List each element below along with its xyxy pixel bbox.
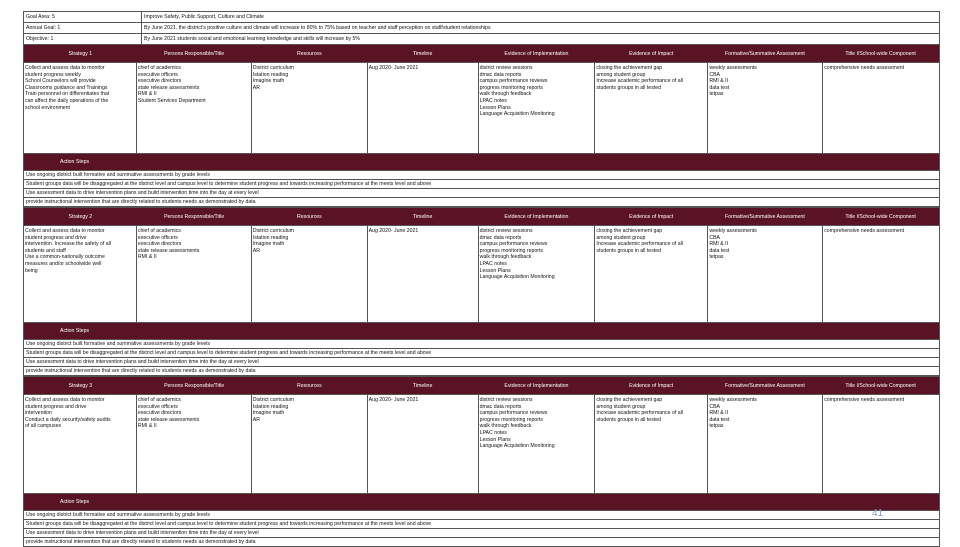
- evidence-impact-cell: [595, 226, 708, 322]
- goal-area-row: [23, 11, 940, 22]
- titlei-cell: [823, 395, 939, 493]
- cell-line: campus performance reviews: [479, 241, 548, 248]
- cell-line: AR: [252, 84, 260, 91]
- cell-line: executive directors: [137, 78, 182, 85]
- evidence-impact-cell: [595, 63, 708, 153]
- cell-line: walk through feedback: [479, 91, 532, 98]
- cell-line: Language Acquisition Monitoring: [479, 274, 555, 281]
- cell-line: students groups in all tested: [596, 247, 662, 254]
- column-header: Timeline: [412, 50, 433, 57]
- cell-line: Collect and assess data to monitor: [25, 397, 105, 403]
- column-header: Evidence of Implementation: [504, 382, 569, 389]
- cell-line: LPAC notes: [479, 429, 507, 436]
- cell-line: comprehensive needs assessment: [824, 65, 905, 71]
- cell-line: district review sessions: [479, 228, 533, 234]
- action-steps-header: Action Steps: [23, 153, 940, 170]
- cell-line: Collect and assess data to monitor: [25, 65, 105, 71]
- column-header: Persons Responsible/Title: [164, 50, 225, 57]
- cell-line: progress monitoring reports: [479, 247, 544, 254]
- cell-line: students groups in all tested: [596, 416, 662, 423]
- cell-line: Language Acquisition Monitoring: [479, 443, 555, 450]
- column-header: Persons Responsible/Title: [164, 213, 225, 220]
- cell-line: dmac data reports: [479, 234, 522, 241]
- cell-line: RMI & II: [137, 91, 157, 98]
- cell-line: weekly assessments: [709, 65, 757, 71]
- cell-line: Use a common-nationally outcome: [25, 254, 105, 261]
- cell-line: Train personnel on differentiates that: [25, 91, 110, 98]
- cell-line: Aug 2020- June 2021: [368, 397, 419, 403]
- cell-line: Increase academic performance of all: [596, 410, 683, 417]
- cell-line: progress monitoring reports: [479, 416, 544, 423]
- column-header: Title I/School-wide Component: [845, 213, 916, 220]
- cell-line: RMI & II: [709, 78, 729, 85]
- cell-line: being: [25, 267, 38, 274]
- cell-line: state release assessments: [137, 247, 200, 254]
- cell-line: Aug 2020- June 2021: [368, 228, 419, 234]
- goal-area-value: Improve Safety, Public Support, Culture and Climate: [144, 14, 264, 20]
- action-step: Use assessment data to drive intervention plans and build intervention time into the day at every level: [23, 189, 940, 198]
- cell-line: students groups in all tested: [596, 84, 662, 91]
- cell-line: intervention. Increase the safety of all: [25, 241, 111, 248]
- timeline-cell: [368, 226, 479, 322]
- strategy-blocks: [23, 44, 940, 547]
- cell-line: executive officers: [137, 71, 178, 78]
- cell-line: among student group: [596, 403, 646, 410]
- cell-line: RMI & II: [709, 410, 729, 417]
- cell-line: tetpas: [709, 254, 724, 261]
- assessment-cell: [708, 226, 823, 322]
- column-header: Evidence of Impact: [629, 50, 674, 57]
- cell-line: executive directors: [137, 241, 182, 248]
- cell-line: chief of academics: [137, 397, 181, 403]
- cell-line: weekly assessments: [709, 228, 757, 234]
- column-header: Title I/School-wide Component: [845, 382, 916, 389]
- strategy-body-row: [23, 394, 940, 493]
- cell-line: LPAC notes: [479, 260, 507, 267]
- cell-line: chief of academics: [137, 65, 181, 71]
- persons-cell: [137, 63, 252, 153]
- cell-line: Imagine math: [252, 78, 285, 85]
- cell-line: comprehensive needs assessment: [824, 228, 905, 234]
- action-step: Use ongoing district built formative and summative assessments by grade levels: [23, 170, 940, 180]
- assessment-cell: [708, 63, 823, 153]
- strategy-cell: [24, 63, 137, 153]
- cell-line: Student Services Department: [137, 97, 206, 104]
- column-header: Evidence of Impact: [629, 382, 674, 389]
- action-step: provide instructional intervention that are directly related to students needs as demonstrated by data: [23, 367, 940, 376]
- cell-line: state release assessments: [137, 416, 200, 423]
- action-step: provide instructional intervention that are directly related to students needs as demonstrated by data: [23, 538, 940, 547]
- cell-line: Collect and assess data to monitor: [25, 228, 105, 234]
- cell-line: walk through feedback: [479, 423, 532, 430]
- objective-label: Objective: 1: [24, 34, 142, 44]
- cell-line: dmac data reports: [479, 403, 522, 410]
- strategy-cell: [24, 395, 137, 493]
- persons-cell: [137, 226, 252, 322]
- column-header: Strategy 1: [68, 50, 93, 57]
- action-steps-header: Action Steps: [23, 322, 940, 339]
- cell-line: closing the achievement gap: [596, 65, 663, 71]
- cell-line: Aug 2020- June 2021: [368, 65, 419, 71]
- cell-line: School Counselors will provide: [25, 78, 96, 85]
- titlei-cell: [823, 63, 939, 153]
- column-header: Formative/Summative Assessment: [724, 50, 805, 57]
- cell-line: chief of academics: [137, 228, 181, 234]
- annual-goal-value: By June 2021, the district's positive culture and climate will increase to 80% to 75% based on teacher and staff perception on staff/student relationships: [144, 25, 491, 31]
- cell-line: Increase academic performance of all: [596, 241, 683, 248]
- action-step: Student groups data will be disaggregated at the district level and campus level to determine student progress and towards increasing performance at the meets level and above: [23, 520, 940, 529]
- objective-row: [23, 33, 940, 44]
- cell-line: Istation reading: [252, 403, 289, 410]
- cell-line: dmac data reports: [479, 71, 522, 78]
- evidence-impact-cell: [595, 395, 708, 493]
- action-step: Use assessment data to drive intervention plans and build intervention time into the day at every level: [23, 358, 940, 367]
- page-number: 41: [872, 508, 884, 519]
- column-header: Formative/Summative Assessment: [724, 213, 805, 220]
- cell-line: campus performance reviews: [479, 78, 548, 85]
- column-header: Strategy 2: [68, 213, 93, 220]
- cell-line: Increase academic performance of all: [596, 78, 683, 85]
- cell-line: closing the achievement gap: [596, 228, 663, 234]
- cell-line: data test: [709, 416, 730, 423]
- cell-line: state release assessments: [137, 84, 200, 91]
- cell-line: district review sessions: [479, 397, 533, 403]
- cell-line: district review sessions: [479, 65, 533, 71]
- cell-line: Imagine math: [252, 241, 285, 248]
- cell-line: District curriculum: [252, 397, 294, 403]
- cell-line: AR: [252, 416, 260, 423]
- cell-line: Istation reading: [252, 234, 289, 241]
- cell-line: LPAC notes: [479, 97, 507, 104]
- cell-line: students and staff: [25, 247, 66, 254]
- column-header: Timeline: [412, 213, 433, 220]
- resources-cell: [252, 63, 368, 153]
- cell-line: AR: [252, 247, 260, 254]
- evidence-implementation-cell: [479, 63, 596, 153]
- cell-line: closing the achievement gap: [596, 397, 663, 403]
- cell-line: Istation reading: [252, 71, 289, 78]
- cell-line: District curriculum: [252, 228, 294, 234]
- action-step: Student groups data will be disaggregated at the district level and campus level to determine student progress and towards increasing performance at the meets level and above: [23, 180, 940, 189]
- strategy-body-row: [23, 225, 940, 322]
- plan-sheet: [23, 11, 940, 547]
- column-header: Timeline: [412, 382, 433, 389]
- cell-line: District curriculum: [252, 65, 294, 71]
- resources-cell: [252, 395, 368, 493]
- column-header-row: [23, 376, 940, 394]
- column-header: Evidence of Impact: [629, 213, 674, 220]
- column-header: Resources: [296, 50, 322, 57]
- action-step: Student groups data will be disaggregated at the district level and campus level to determine student progress and towards increasing performance at the meets level and above: [23, 349, 940, 358]
- titlei-cell: [823, 226, 939, 322]
- column-header: Evidence of Implementation: [504, 213, 569, 220]
- cell-line: executive officers: [137, 234, 178, 241]
- cell-line: RMI & II: [709, 241, 729, 248]
- cell-line: measures and/or schoolwide well: [25, 260, 102, 267]
- column-header: Formative/Summative Assessment: [724, 382, 805, 389]
- cell-line: Imagine math: [252, 410, 285, 417]
- evidence-implementation-cell: [479, 395, 596, 493]
- column-header: Strategy 3: [68, 382, 93, 389]
- cell-line: among student group: [596, 234, 646, 241]
- cell-line: student progress and drive: [25, 403, 87, 410]
- cell-line: student progress weekly: [25, 71, 81, 78]
- cell-line: school environment: [25, 104, 70, 111]
- action-step: Use assessment data to drive intervention plans and build intervention time into the day at every level: [23, 529, 940, 538]
- column-header-row: [23, 207, 940, 225]
- goal-area-label: Goal Area: 5: [24, 12, 142, 22]
- column-header: Evidence of Implementation: [504, 50, 569, 57]
- action-step: Use ongoing district built formative and summative assessments by grade levels: [23, 339, 940, 349]
- cell-line: Lesson Plans: [479, 267, 511, 274]
- column-header: Persons Responsible/Title: [164, 382, 225, 389]
- cell-line: of all campuses: [25, 423, 62, 430]
- cell-line: among student group: [596, 71, 646, 78]
- cell-line: data test: [709, 84, 730, 91]
- cell-line: can affect the daily operations of the: [25, 97, 109, 104]
- cell-line: data test: [709, 247, 730, 254]
- action-steps-header: Action Steps: [23, 493, 940, 510]
- resources-cell: [252, 226, 368, 322]
- cell-line: Lesson Plans: [479, 436, 511, 443]
- annual-goal-label: Annual Goal: 1: [24, 23, 142, 33]
- cell-line: campus performance reviews: [479, 410, 548, 417]
- persons-cell: [137, 395, 252, 493]
- action-step: Use ongoing district built formative and summative assessments by grade levels: [23, 510, 940, 520]
- cell-line: Classrooms guidance and Trainings: [25, 84, 108, 91]
- action-step: provide instructional intervention that are directly related to students needs as demonstrated by data: [23, 198, 940, 207]
- timeline-cell: [368, 63, 479, 153]
- cell-line: tetpas: [709, 423, 724, 430]
- cell-line: tetpas: [709, 91, 724, 98]
- assessment-cell: [708, 395, 823, 493]
- evidence-implementation-cell: [479, 226, 596, 322]
- annual-goal-row: [23, 22, 940, 33]
- column-header-row: [23, 44, 940, 62]
- cell-line: executive officers: [137, 403, 178, 410]
- cell-line: RMI & II: [137, 254, 157, 261]
- cell-line: executive directors: [137, 410, 182, 417]
- cell-line: intervention: [25, 410, 52, 417]
- cell-line: student progress and drive: [25, 234, 87, 241]
- cell-line: CBA: [709, 403, 720, 410]
- cell-line: progress monitoring reports: [479, 84, 544, 91]
- strategy-body-row: [23, 62, 940, 153]
- cell-line: RMI & II: [137, 423, 157, 430]
- objective-value: By June 2021 students social and emotional learning knowledge and skills will increase by 5%: [144, 36, 360, 42]
- cell-line: CBA: [709, 71, 720, 78]
- timeline-cell: [368, 395, 479, 493]
- column-header: Resources: [296, 213, 322, 220]
- cell-line: weekly assessments: [709, 397, 757, 403]
- cell-line: Language Acquisition Monitoring: [479, 111, 555, 118]
- strategy-cell: [24, 226, 137, 322]
- column-header: Resources: [296, 382, 322, 389]
- cell-line: Lesson Plans: [479, 104, 511, 111]
- cell-line: CBA: [709, 234, 720, 241]
- cell-line: Conduct a daily security/safety audits: [25, 416, 111, 423]
- cell-line: comprehensive needs assessment: [824, 397, 905, 403]
- cell-line: walk through feedback: [479, 254, 532, 261]
- column-header: Title I/School-wide Component: [845, 50, 916, 57]
